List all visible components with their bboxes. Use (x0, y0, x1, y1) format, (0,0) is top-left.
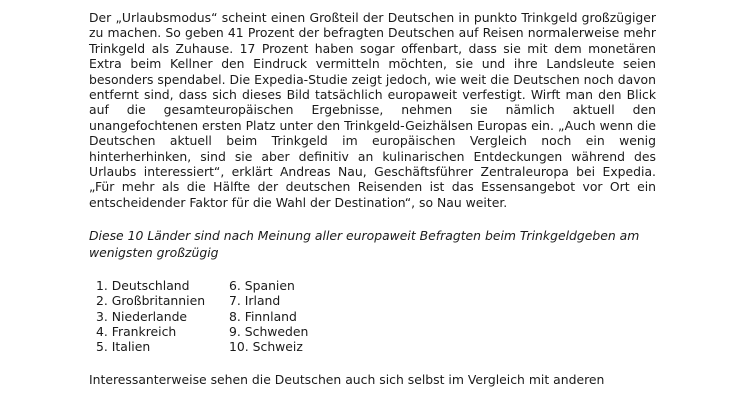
list-item: 1. Deutschland (96, 278, 190, 294)
ranking-column-left (89, 278, 229, 354)
list-item: 7. Irland (229, 293, 281, 309)
list-heading: Diese 10 Länder sind nach Meinung aller europaweit Befragten beim Trinkgeldgeben am wenigsten großzügig (89, 228, 640, 261)
list-item: 5. Italien (96, 339, 151, 355)
ranking-column-right (229, 278, 429, 354)
list-item: 8. Finnland (229, 308, 297, 324)
list-item: 9. Schweden (229, 323, 309, 339)
body-paragraph: Der „Urlaubsmodus“ scheint einen Großteil der Deutschen in punkto Trinkgeld großzügiger zu machen. So geben 41 Prozent der befragten Deutschen auf Reisen normalerweise mehr Trinkgeld als Zuhause. 17 Prozent haben sogar offenbart, dass sie mit dem monetären Extra beim Kellner den Eindruck vermitteln möchten, sie und ihre Landsleute seien besonders spendabel. Die Expedia-Studie zeigt jedoch, wie weit die Deutschen noch davon entfernt sind, dass sich dieses Bild tatsächlich europaweit verfestigt. Wirft man den Blick auf die gesamteuropäischen Ergebnisse, nehmen sie nämlich aktuell den unangefochtenen ersten Platz unter den Trinkgeld-Geizhälsen Europas ein. „Auch wenn die Deutschen aktuell beim Trinkgeld im europäischen Vergleich noch ein wenig hinterherhinken, sind sie aber definitiv an kulinarischen Entdeckungen während des Urlaubs interessiert“, erklärt Andreas Nau, Geschäftsführer Zentraleuropa bei Expedia. „Für mehr als die Hälfte der deutschen Reisenden ist das Essensangebot vor Ort ein entscheidender Faktor für die Wahl der Destination“, so Nau weiter. (89, 10, 656, 210)
list-item: 2. Großbritannien (96, 293, 206, 309)
document-page (89, 10, 656, 388)
country-ranking-list (89, 278, 656, 354)
list-item: 10. Schweiz (229, 339, 303, 355)
list-item: 6. Spanien (229, 278, 295, 294)
body-paragraph-continued: Interessanterweise sehen die Deutschen auch sich selbst im Vergleich mit anderen (89, 372, 605, 388)
list-item: 3. Niederlande (96, 308, 188, 324)
list-item: 4. Frankreich (96, 323, 177, 339)
